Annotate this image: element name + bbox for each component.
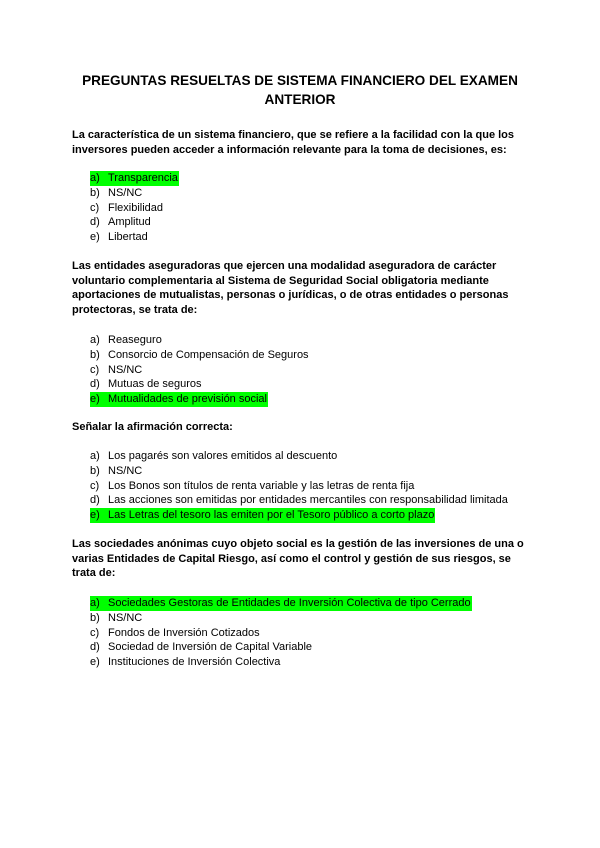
option-2e: e) Mutualidades de previsión social xyxy=(90,393,267,406)
option-3e: e) Las Letras del tesoro las emiten por el Tesoro público a corto plazo xyxy=(90,509,435,522)
option-4e: e) Instituciones de Inversión Colectiva xyxy=(90,656,281,669)
question-2-options xyxy=(90,333,550,407)
option-2a: a) Reaseguro xyxy=(90,334,162,346)
option-3d: d) Las acciones son emitidas por entidades mercantiles con responsabilidad limitada xyxy=(90,494,508,507)
option-2b: b) Consorcio de Compensación de Seguros xyxy=(90,348,309,361)
option-4b: b) NS/NC xyxy=(90,611,143,624)
document-title: PREGUNTAS RESUELTAS DE SISTEMA FINANCIERO DEL EXAMEN ANTERIOR xyxy=(82,73,518,107)
option-1c: c) Flexibilidad xyxy=(90,201,164,214)
option-2c: c) NS/NC xyxy=(90,363,143,376)
option-1e: e) Libertad xyxy=(90,231,148,244)
option-1b: b) NS/NC xyxy=(90,186,143,199)
question-1-options xyxy=(90,171,550,245)
option-1a: a) Transparencia xyxy=(90,172,178,184)
option-4d: d) Sociedad de Inversión de Capital Variable xyxy=(90,641,313,654)
question-4-options xyxy=(90,596,550,670)
question-3-text: Señalar la afirmación correcta: xyxy=(72,421,233,433)
question-2-text: Las entidades aseguradoras que ejercen una modalidad aseguradora de carácter voluntario complementaria al Sistema de Seguridad Social obligatoria mediante aportaciones de mutualistas, personas o jurídicas, o de otras entidades o personas protectoras, se trata de: xyxy=(72,260,509,316)
option-3c: c) Los Bonos son títulos de renta variable y las letras de renta fija xyxy=(90,479,415,492)
option-2d: d) Mutuas de seguros xyxy=(90,378,202,391)
option-1d: d) Amplitud xyxy=(90,216,151,229)
option-3b: b) NS/NC xyxy=(90,464,143,477)
option-4c: c) Fondos de Inversión Cotizados xyxy=(90,626,260,639)
question-4-text: Las sociedades anónimas cuyo objeto social es la gestión de las inversiones de una o varias Entidades de Capital Riesgo, así como el control y gestión de sus riesgos, se trata de: xyxy=(72,538,524,580)
question-3-options xyxy=(90,449,550,523)
question-1-text: La característica de un sistema financiero, que se refiere a la facilidad con la que los inversores pueden acceder a información relevante para la toma de decisiones, es: xyxy=(72,129,515,156)
option-4a: a) Sociedades Gestoras de Entidades de Inversión Colectiva de tipo Cerrado xyxy=(90,597,471,609)
option-3a: a) Los pagarés son valores emitidos al descuento xyxy=(90,450,338,462)
